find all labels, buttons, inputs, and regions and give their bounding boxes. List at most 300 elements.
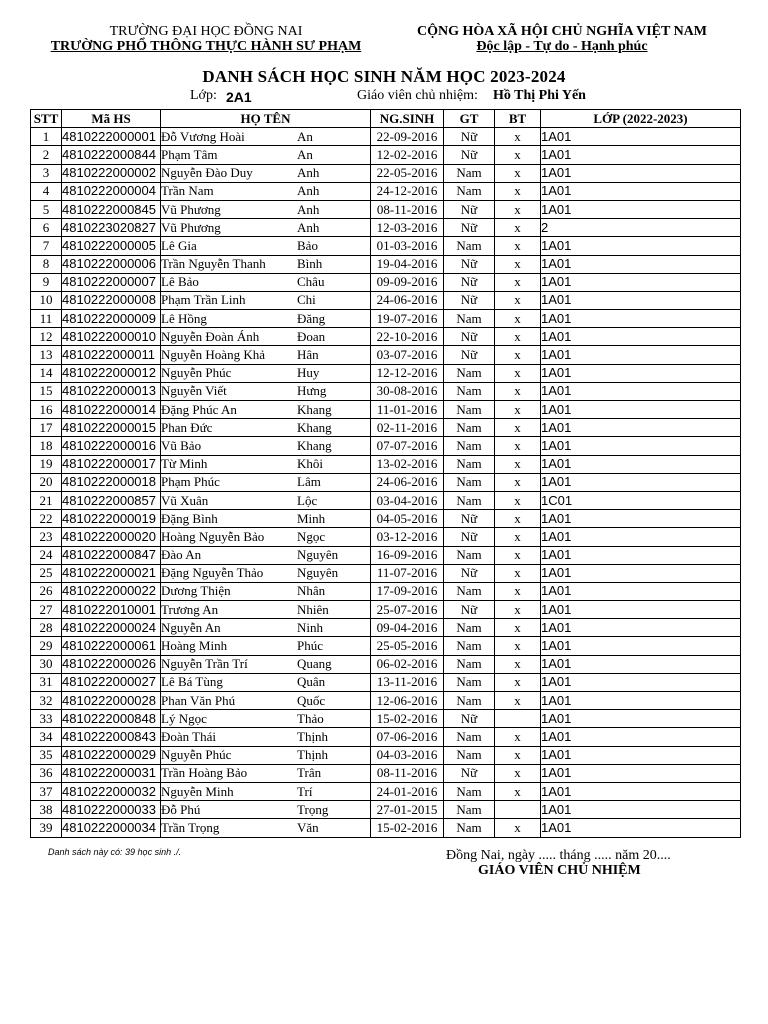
cell-stt: 34 [31,728,62,746]
cell-student-id: 4810222000004 [62,182,161,200]
cell-name [161,473,371,491]
table-row [31,546,741,564]
cell-bt: x [495,819,541,837]
cell-name-first: Hưng [297,383,327,399]
cell-name [161,491,371,509]
cell-name [161,746,371,764]
cell-name [161,273,371,291]
cell-bt: x [495,164,541,182]
cell-dob: 30-08-2016 [371,382,444,400]
cell-name [161,582,371,600]
cell-name-first: Nhiên [297,601,329,617]
cell-gender: Nam [444,655,495,673]
cell-gender: Nữ [444,710,495,728]
cell-student-id: 4810222000016 [62,437,161,455]
table-row [31,746,741,764]
page-title: DANH SÁCH HỌC SINH NĂM HỌC 2023-2024 [202,67,566,86]
cell-student-id: 4810223020827 [62,219,161,237]
cell-bt: x [495,346,541,364]
cell-bt: x [495,491,541,509]
cell-stt: 28 [31,619,62,637]
cell-name-last: Trần Trọng [161,819,220,835]
cell-name-last: Lý Ngọc [161,710,207,726]
cell-name [161,619,371,637]
cell-name [161,401,371,419]
cell-name-first: Châu [297,274,325,290]
cell-student-id: 4810222000024 [62,619,161,637]
cell-gender: Nữ [444,219,495,237]
cell-name-last: Đặng Bình [161,510,218,526]
cell-dob: 22-09-2016 [371,128,444,146]
cell-name-last: Trần Nguyễn Thanh [161,256,266,272]
table-row [31,728,741,746]
cell-prev-class: 1A01 [541,673,741,691]
cell-stt: 11 [31,310,62,328]
cell-prev-class: 1A01 [541,291,741,309]
cell-stt: 38 [31,801,62,819]
cell-dob: 22-05-2016 [371,164,444,182]
cell-prev-class: 1A01 [541,419,741,437]
cell-dob: 12-06-2016 [371,692,444,710]
cell-student-id: 4810222000002 [62,164,161,182]
cell-student-id: 4810222000019 [62,510,161,528]
cell-name-last: Trương An [161,601,219,617]
cell-stt: 2 [31,146,62,164]
table-row [31,328,741,346]
cell-dob: 22-10-2016 [371,328,444,346]
cell-stt: 15 [31,382,62,400]
cell-gender: Nam [444,364,495,382]
cell-dob: 15-02-2016 [371,710,444,728]
cell-student-id: 4810222000010 [62,328,161,346]
cell-gender: Nam [444,455,495,473]
cell-bt: x [495,655,541,673]
cell-bt: x [495,237,541,255]
table-row [31,219,741,237]
cell-stt: 7 [31,237,62,255]
cell-name [161,528,371,546]
cell-prev-class: 1A01 [541,564,741,582]
cell-stt: 17 [31,419,62,437]
cell-gender: Nam [444,546,495,564]
cell-prev-class: 1A01 [541,401,741,419]
cell-student-id: 4810222000011 [62,346,161,364]
cell-bt: x [495,728,541,746]
cell-prev-class: 1A01 [541,637,741,655]
cell-name-last: Phạm Phúc [161,474,220,490]
cell-name [161,437,371,455]
cell-name-last: Lê Bảo [161,274,199,290]
cell-prev-class: 1C01 [541,491,741,509]
cell-name-first: Chi [297,292,316,308]
cell-name-first: Khôi [297,456,323,472]
cell-name-first: An [297,146,313,162]
cell-stt: 14 [31,364,62,382]
cell-prev-class: 1A01 [541,619,741,637]
cell-bt: x [495,782,541,800]
table-row [31,692,741,710]
cell-dob: 16-09-2016 [371,546,444,564]
student-count-note: Danh sách này có: 39 học sinh ./. [48,847,182,857]
cell-dob: 17-09-2016 [371,582,444,600]
table-body [31,128,741,837]
teacher-label: Giáo viên chủ nhiệm: [357,88,478,103]
cell-name-first: Bình [297,256,323,272]
cell-student-id: 4810222010001 [62,601,161,619]
table-row [31,819,741,837]
cell-bt: x [495,273,541,291]
cell-prev-class: 1A01 [541,382,741,400]
cell-stt: 5 [31,200,62,218]
cell-dob: 25-05-2016 [371,637,444,655]
cell-name-first: Lộc [297,492,318,508]
table-row [31,673,741,691]
cell-gender: Nam [444,491,495,509]
date-line: Đồng Nai, ngày ..... tháng ..... năm 20.... [446,848,671,863]
cell-dob: 03-12-2016 [371,528,444,546]
cell-name-first: Ngọc [297,528,326,544]
cell-bt: x [495,692,541,710]
cell-name-first: Trọng [297,801,329,817]
cell-student-id: 4810222000843 [62,728,161,746]
cell-gender: Nữ [444,528,495,546]
cell-stt: 18 [31,437,62,455]
cell-prev-class: 1A01 [541,273,741,291]
cell-name-first: Minh [297,510,326,526]
cell-student-id: 4810222000027 [62,673,161,691]
cell-stt: 1 [31,128,62,146]
cell-name [161,237,371,255]
cell-dob: 04-03-2016 [371,746,444,764]
cell-name-last: Nguyễn Phúc [161,365,232,381]
cell-stt: 9 [31,273,62,291]
table-row [31,401,741,419]
cell-name-first: Đăng [297,310,326,326]
table-row [31,164,741,182]
cell-stt: 3 [31,164,62,182]
table-row [31,637,741,655]
class-label: Lớp: [190,88,217,103]
table-row [31,619,741,637]
cell-bt: x [495,437,541,455]
table-row [31,528,741,546]
cell-bt: x [495,219,541,237]
cell-name-first: Anh [297,201,320,217]
cell-gender: Nữ [444,273,495,291]
cell-gender: Nam [444,382,495,400]
cell-stt: 23 [31,528,62,546]
class-value: 2A1 [226,89,252,105]
cell-prev-class: 1A01 [541,237,741,255]
table-row [31,237,741,255]
cell-name-first: Khang [297,437,332,453]
cell-gender: Nam [444,637,495,655]
cell-stt: 16 [31,401,62,419]
cell-dob: 19-07-2016 [371,310,444,328]
cell-student-id: 4810222000844 [62,146,161,164]
cell-prev-class: 1A01 [541,455,741,473]
cell-name-last: Vũ Phương [161,219,221,235]
cell-name [161,328,371,346]
table-row [31,382,741,400]
cell-student-id: 4810222000001 [62,128,161,146]
cell-name-first: Thịnh [297,728,329,744]
cell-student-id: 4810222000034 [62,819,161,837]
cell-student-id: 4810222000028 [62,692,161,710]
cell-prev-class: 1A01 [541,819,741,837]
cell-prev-class: 1A01 [541,782,741,800]
cell-dob: 19-04-2016 [371,255,444,273]
cell-stt: 39 [31,819,62,837]
cell-bt: x [495,619,541,637]
cell-bt: x [495,291,541,309]
school-parent: TRƯỜNG ĐẠI HỌC ĐỒNG NAI [109,24,303,39]
table-row [31,255,741,273]
cell-bt: x [495,401,541,419]
cell-gender: Nam [444,437,495,455]
cell-name-first: Huy [297,365,320,381]
cell-prev-class: 1A01 [541,310,741,328]
table-row [31,364,741,382]
cell-stt: 8 [31,255,62,273]
cell-gender: Nam [444,182,495,200]
table-row [31,128,741,146]
cell-prev-class: 1A01 [541,728,741,746]
col-header-gender: GT [444,110,495,128]
cell-name-first: Anh [297,219,320,235]
cell-bt: x [495,637,541,655]
cell-name-last: Vũ Bảo [161,437,202,453]
signature-title: GIÁO VIÊN CHỦ NHIỆM [478,863,641,878]
cell-prev-class: 1A01 [541,346,741,364]
cell-stt: 29 [31,637,62,655]
cell-gender: Nam [444,310,495,328]
cell-bt: x [495,364,541,382]
col-header-dob: NG.SINH [371,110,444,128]
cell-student-id: 4810222000005 [62,237,161,255]
cell-gender: Nam [444,582,495,600]
cell-bt: x [495,746,541,764]
cell-name-last: Đoàn Thái [161,728,216,744]
cell-student-id: 4810222000015 [62,419,161,437]
cell-student-id: 4810222000845 [62,200,161,218]
cell-stt: 25 [31,564,62,582]
cell-student-id: 4810222000031 [62,764,161,782]
cell-name-last: Đặng Nguyễn Thảo [161,565,264,581]
table-row [31,710,741,728]
cell-name-last: Lê Gia [161,237,197,253]
cell-name-last: Nguyễn Viết [161,383,227,399]
cell-bt: x [495,546,541,564]
cell-bt: x [495,310,541,328]
cell-dob: 12-02-2016 [371,146,444,164]
cell-name-last: Nguyễn Minh [161,783,234,799]
cell-name [161,728,371,746]
cell-dob: 24-12-2016 [371,182,444,200]
cell-gender: Nữ [444,764,495,782]
cell-gender: Nam [444,801,495,819]
cell-name-first: Ninh [297,619,323,635]
cell-name-first: Anh [297,165,320,181]
cell-gender: Nữ [444,510,495,528]
cell-name-first: Thịnh [297,747,329,763]
cell-name-first: Nguyên [297,565,339,581]
cell-name-last: Hoàng Minh [161,638,228,654]
cell-name-first: Văn [297,819,319,835]
cell-name-last: Nguyễn Đoàn Ánh [161,328,260,344]
cell-dob: 11-07-2016 [371,564,444,582]
cell-dob: 06-02-2016 [371,655,444,673]
cell-gender: Nam [444,746,495,764]
cell-student-id: 4810222000022 [62,582,161,600]
cell-dob: 12-03-2016 [371,219,444,237]
cell-bt: x [495,328,541,346]
cell-stt: 13 [31,346,62,364]
table-row [31,801,741,819]
cell-dob: 27-01-2015 [371,801,444,819]
cell-stt: 12 [31,328,62,346]
cell-dob: 03-07-2016 [371,346,444,364]
cell-bt: x [495,146,541,164]
cell-name [161,291,371,309]
cell-bt: x [495,582,541,600]
cell-bt: x [495,128,541,146]
cell-prev-class: 1A01 [541,164,741,182]
cell-name [161,673,371,691]
cell-name [161,419,371,437]
cell-prev-class: 1A01 [541,128,741,146]
nation-motto: Độc lập - Tự do - Hạnh phúc [476,39,648,54]
cell-gender: Nữ [444,291,495,309]
cell-prev-class: 1A01 [541,601,741,619]
cell-gender: Nam [444,673,495,691]
cell-name [161,128,371,146]
table-row [31,764,741,782]
cell-gender: Nữ [444,128,495,146]
cell-dob: 02-11-2016 [371,419,444,437]
cell-name [161,692,371,710]
cell-name-first: Anh [297,183,320,199]
cell-student-id: 4810222000847 [62,546,161,564]
table-row [31,310,741,328]
table-header-row [31,110,741,128]
cell-bt: x [495,382,541,400]
cell-name-last: Nguyễn Phúc [161,747,232,763]
cell-name [161,801,371,819]
cell-student-id: 4810222000007 [62,273,161,291]
cell-stt: 6 [31,219,62,237]
cell-name [161,255,371,273]
cell-dob: 12-12-2016 [371,364,444,382]
cell-name-first: Trí [297,783,313,799]
col-header-stt: STT [31,110,62,128]
cell-dob: 24-06-2016 [371,291,444,309]
nation-header [404,24,720,54]
table-row [31,491,741,509]
cell-prev-class: 1A01 [541,801,741,819]
cell-name [161,764,371,782]
student-table [30,109,741,838]
cell-name-last: Nguyễn An [161,619,221,635]
cell-gender: Nam [444,692,495,710]
col-header-prev-class: LỚP (2022-2023) [541,110,741,128]
cell-dob: 15-02-2016 [371,819,444,837]
cell-prev-class: 1A01 [541,510,741,528]
cell-dob: 01-03-2016 [371,237,444,255]
cell-dob: 25-07-2016 [371,601,444,619]
cell-student-id: 4810222000013 [62,382,161,400]
cell-gender: Nữ [444,346,495,364]
cell-name [161,601,371,619]
cell-name-last: Nguyễn Trần Trí [161,656,248,672]
cell-stt: 4 [31,182,62,200]
cell-name [161,382,371,400]
cell-dob: 09-04-2016 [371,619,444,637]
cell-stt: 22 [31,510,62,528]
cell-name-first: Nguyên [297,547,339,563]
cell-stt: 21 [31,491,62,509]
table-row [31,564,741,582]
cell-name-first: Phúc [297,638,323,654]
cell-prev-class: 1A01 [541,692,741,710]
table-row [31,182,741,200]
cell-stt: 20 [31,473,62,491]
table-row [31,601,741,619]
cell-prev-class: 1A01 [541,255,741,273]
cell-name [161,819,371,837]
cell-prev-class: 1A01 [541,546,741,564]
cell-gender: Nữ [444,255,495,273]
table-row [31,655,741,673]
cell-stt: 37 [31,782,62,800]
table-row [31,146,741,164]
cell-dob: 04-05-2016 [371,510,444,528]
cell-name [161,546,371,564]
table-row [31,437,741,455]
col-header-bt: BT [495,110,541,128]
cell-prev-class: 1A01 [541,200,741,218]
cell-prev-class: 1A01 [541,528,741,546]
cell-name-first: Khang [297,401,332,417]
cell-name-last: Trần Nam [161,183,214,199]
school-name: TRƯỜNG PHỔ THÔNG THỰC HÀNH SƯ PHẠM [50,39,362,54]
cell-gender: Nam [444,473,495,491]
cell-name [161,564,371,582]
table-row [31,419,741,437]
cell-dob: 07-06-2016 [371,728,444,746]
cell-bt: x [495,455,541,473]
cell-bt: x [495,473,541,491]
cell-gender: Nam [444,819,495,837]
cell-name-last: Phan Đức [161,419,213,435]
cell-gender: Nam [444,619,495,637]
cell-student-id: 4810222000032 [62,782,161,800]
cell-stt: 32 [31,692,62,710]
cell-name [161,710,371,728]
cell-name [161,200,371,218]
cell-name [161,510,371,528]
cell-name-first: Quân [297,674,326,690]
cell-gender: Nữ [444,200,495,218]
cell-name [161,310,371,328]
cell-name [161,146,371,164]
cell-student-id: 4810222000029 [62,746,161,764]
cell-gender: Nữ [444,146,495,164]
cell-student-id: 4810222000009 [62,310,161,328]
cell-prev-class: 1A01 [541,364,741,382]
cell-bt: x [495,528,541,546]
cell-stt: 27 [31,601,62,619]
